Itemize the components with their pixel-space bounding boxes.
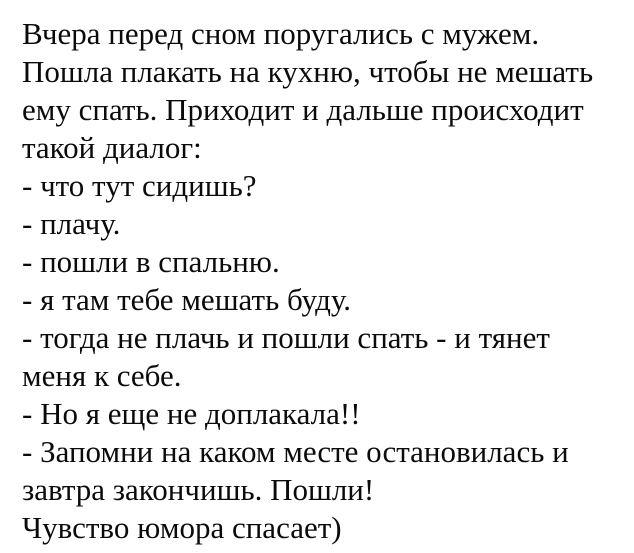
text-line: - Запомни на каком месте остановилась и	[22, 434, 569, 469]
text-line: - пошли в спальню.	[22, 244, 280, 279]
text-line: Пошла плакать на кухню, чтобы не мешать	[22, 54, 594, 89]
text-line: завтра закончишь. Пошли!	[22, 472, 375, 507]
text-line: - тогда не плачь и пошли спать - и тянет	[22, 320, 550, 355]
text-line: - я там тебе мешать буду.	[22, 282, 352, 317]
text-line: - что тут сидишь?	[22, 168, 257, 203]
text-line: - Но я еще не доплакала!!	[22, 396, 361, 431]
text-line: ему спать. Приходит и дальше происходит	[22, 92, 584, 127]
text-line: меня к себе.	[22, 358, 182, 393]
text-line: такой диалог:	[22, 130, 202, 165]
text-line: Вчера перед сном поругались с мужем.	[22, 16, 540, 51]
text-line: Чувство юмора спасает)	[22, 510, 342, 545]
text-line: - плачу.	[22, 206, 121, 241]
